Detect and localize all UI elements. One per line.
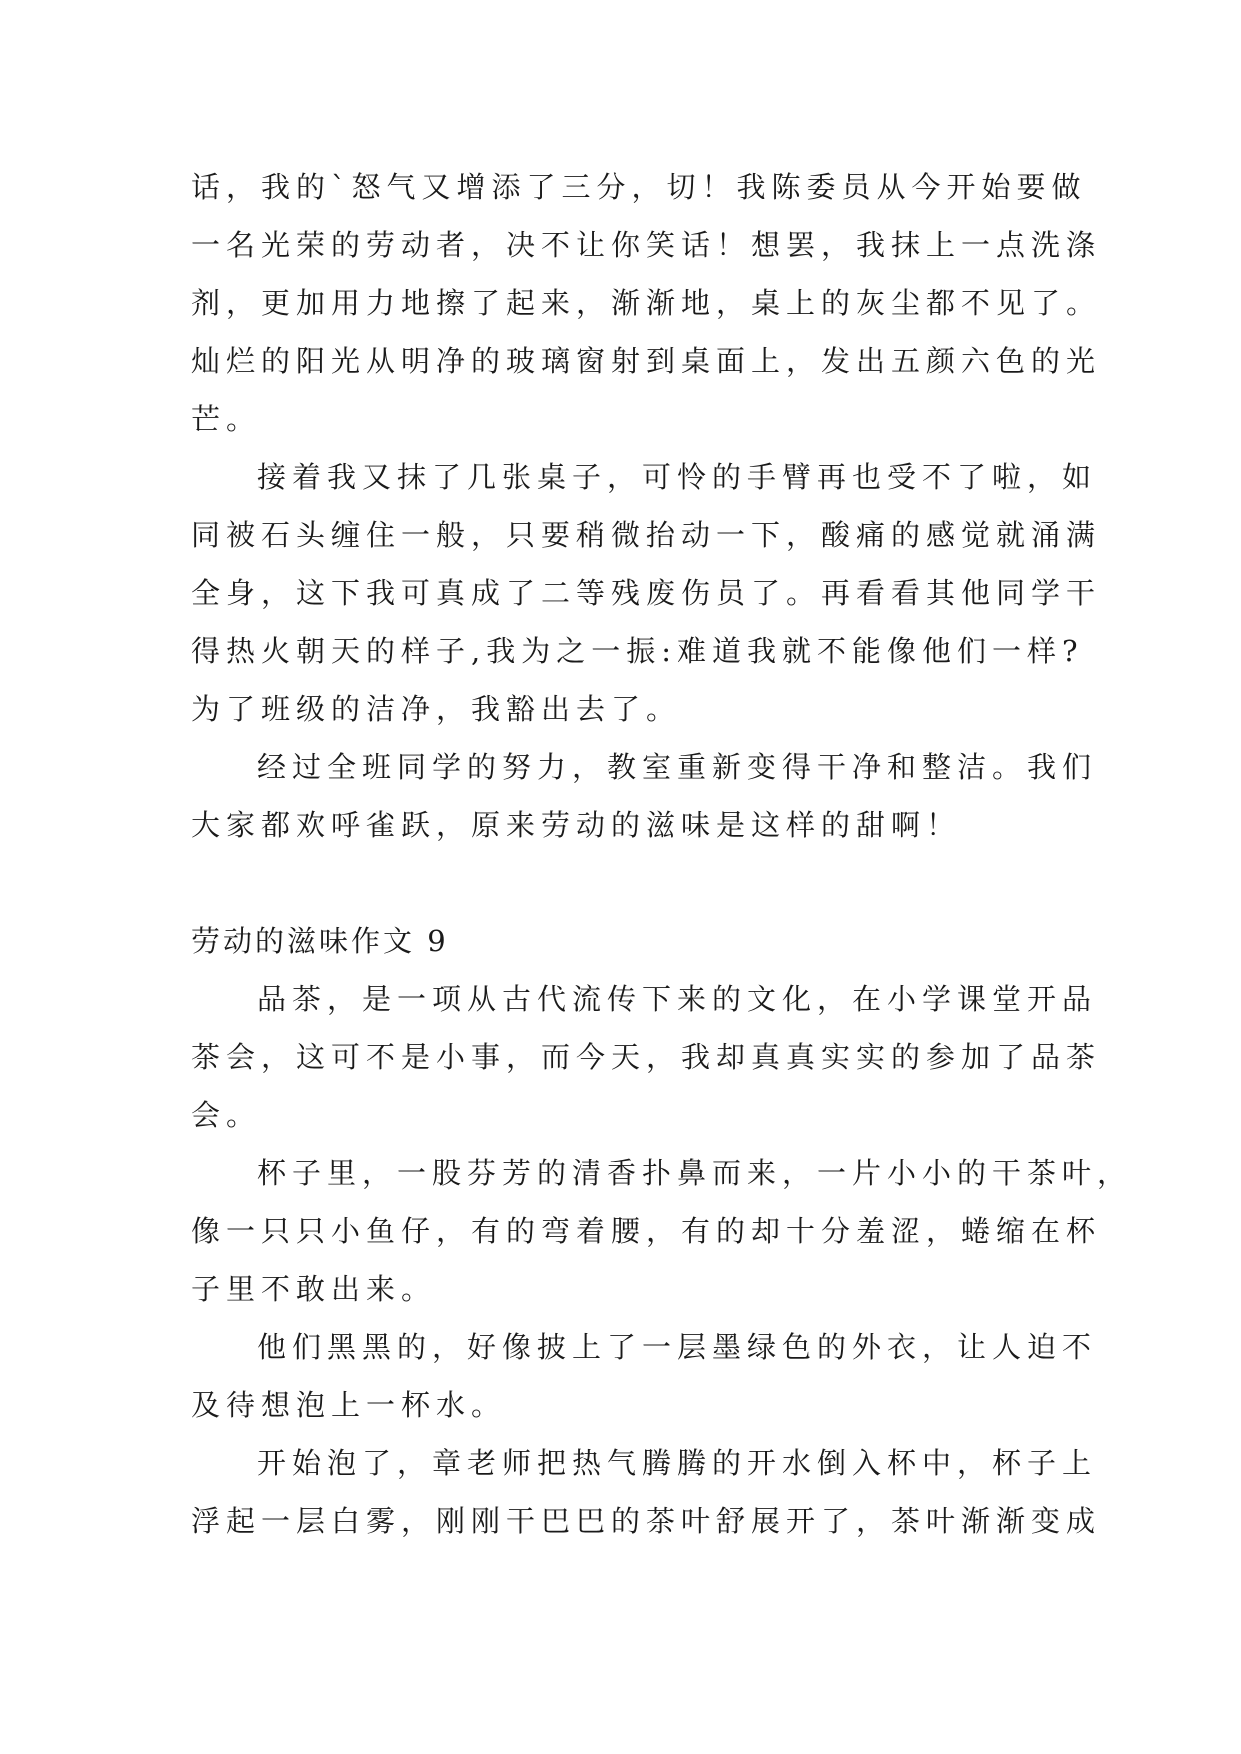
text-line: 灿烂的阳光从明净的玻璃窗射到桌面上，发出五颜六色的光 [191, 344, 1102, 378]
section-title: 劳动的滋味作文 9 [191, 924, 449, 958]
text-line: 茶会，这可不是小事，而今天，我却真真实实的参加了品茶 [191, 1040, 1102, 1074]
text-line: 会。 [191, 1098, 262, 1132]
text-line: 及待想泡上一杯水。 [191, 1388, 507, 1422]
text-line: 同被石头缠住一般，只要稍微抬动一下，酸痛的感觉就涌满 [191, 518, 1102, 552]
text-line: 芒。 [191, 402, 262, 436]
paragraph [191, 1434, 1102, 1550]
paragraph [191, 1318, 1098, 1434]
text-line: 剂，更加用力地擦了起来，渐渐地，桌上的灰尘都不见了。 [191, 286, 1102, 320]
text-line: 全身，这下我可真成了二等残废伤员了。再看看其他同学干 [191, 576, 1102, 610]
text-line: 像一只只小鱼仔，有的弯着腰，有的却十分羞涩，蜷缩在杯 [191, 1214, 1102, 1248]
text-line: 品茶，是一项从古代流传下来的文化，在小学课堂开品 [257, 982, 1098, 1016]
text-line: 为了班级的洁净，我豁出去了。 [191, 692, 682, 726]
text-line: 子里不敢出来。 [191, 1272, 437, 1306]
text-line: 开始泡了，章老师把热气腾腾的开水倒入杯中，杯子上 [257, 1446, 1098, 1480]
text-line: 接着我又抹了几张桌子，可怜的手臂再也受不了啦，如 [257, 460, 1098, 494]
paragraph [191, 448, 1102, 738]
paragraph [191, 158, 1102, 448]
text-line: 经过全班同学的努力，教室重新变得干净和整洁。我们 [257, 750, 1098, 784]
paragraph [191, 1144, 1133, 1318]
document-body [191, 158, 1133, 1550]
text-line: 杯子里，一股芬芳的清香扑鼻而来，一片小小的干茶叶， [257, 1156, 1133, 1190]
paragraph [191, 738, 1098, 854]
text-line: 话，我的`怒气又增添了三分，切！我陈委员从今开始要做 [191, 170, 1087, 204]
text-line: 大家都欢呼雀跃，原来劳动的滋味是这样的甜啊！ [191, 808, 962, 842]
text-line: 浮起一层白雾，刚刚干巴巴的茶叶舒展开了，茶叶渐渐变成 [191, 1504, 1102, 1538]
text-line: 一名光荣的劳动者，决不让你笑话！想罢，我抹上一点洗涤 [191, 228, 1102, 262]
text-line: 得热火朝天的样子,我为之一振:难道我就不能像他们一样? [191, 634, 1084, 668]
paragraph [191, 970, 1102, 1144]
text-line: 他们黑黑的，好像披上了一层墨绿色的外衣，让人迫不 [257, 1330, 1098, 1364]
blank-line [191, 854, 1061, 912]
